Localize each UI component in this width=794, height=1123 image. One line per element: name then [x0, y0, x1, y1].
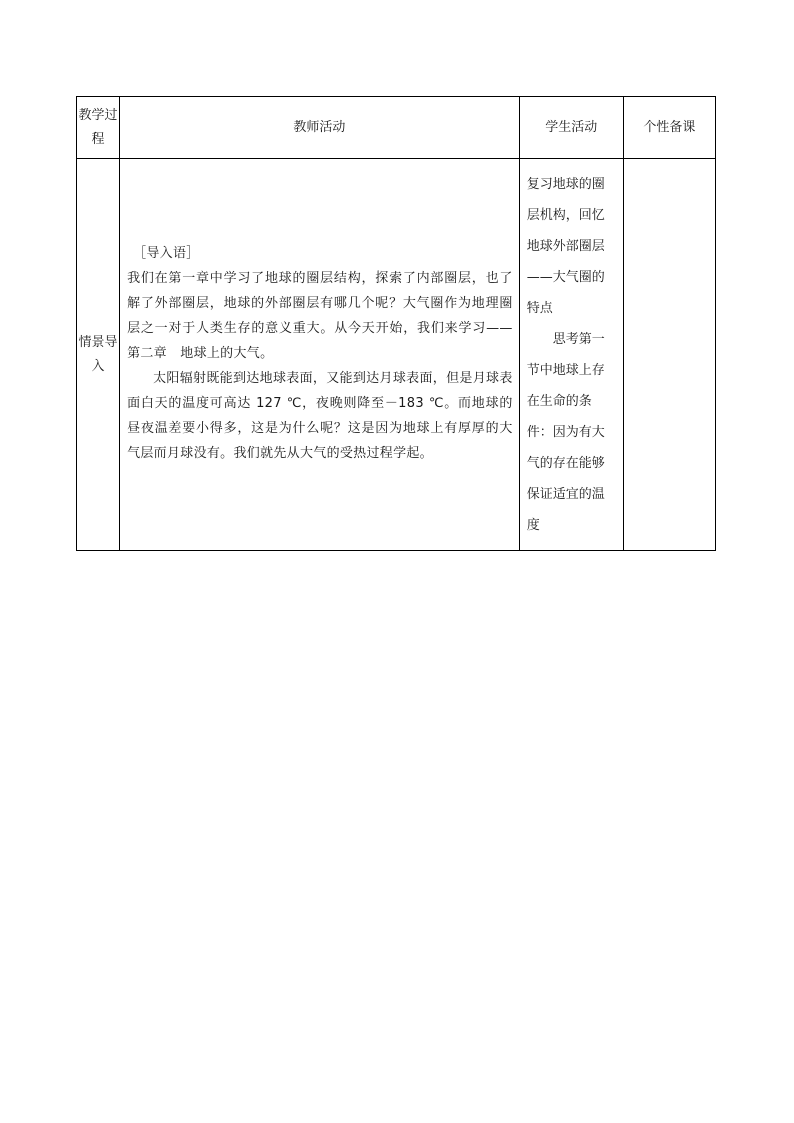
- table-header-row: [77, 97, 716, 159]
- personal-notes-cell: [623, 159, 715, 551]
- teacher-activity-cell: [120, 159, 520, 551]
- stage-cell: 情景导入: [77, 159, 120, 551]
- student-paragraph-1: 复习地球的圈层机构，回忆地球外部圈层——大气圈的特点: [526, 176, 605, 316]
- student-activity-cell: [519, 159, 623, 551]
- table-row: [77, 159, 716, 551]
- header-personal-notes: 个性备课: [623, 97, 715, 159]
- header-student-activity: 学生活动: [519, 97, 623, 159]
- header-stage: 教学过程: [77, 97, 120, 159]
- teacher-paragraph-1: 我们在第一章中学习了地球的圈层结构，探索了内部圈层，也了解了外部圈层，地球的外部圈层有哪几个呢？大气圈作为地理圈层之一对于人类生存的意义重大。从今天开始，我们来学习——第二章 地球上的大气。: [127, 271, 513, 361]
- teacher-paragraph-2: 太阳辐射既能到达地球表面，又能到达月球表面，但是月球表面白天的温度可高达 127 ℃，夜晚则降至－183 ℃。而地球的昼夜温差要小得多，这是为什么呢？这是因为地球上有厚厚的大气层而月球没有。我们就先从大气的受热过程学起。: [127, 371, 513, 461]
- student-paragraph-2: 思考第一节中地球上存在生命的条件：因为有大气的存在能够保证适宜的温度: [526, 331, 605, 533]
- header-teacher-activity: 教师活动: [120, 97, 520, 159]
- lesson-plan-table: [76, 96, 716, 551]
- intro-label: ［导入语］: [133, 246, 200, 261]
